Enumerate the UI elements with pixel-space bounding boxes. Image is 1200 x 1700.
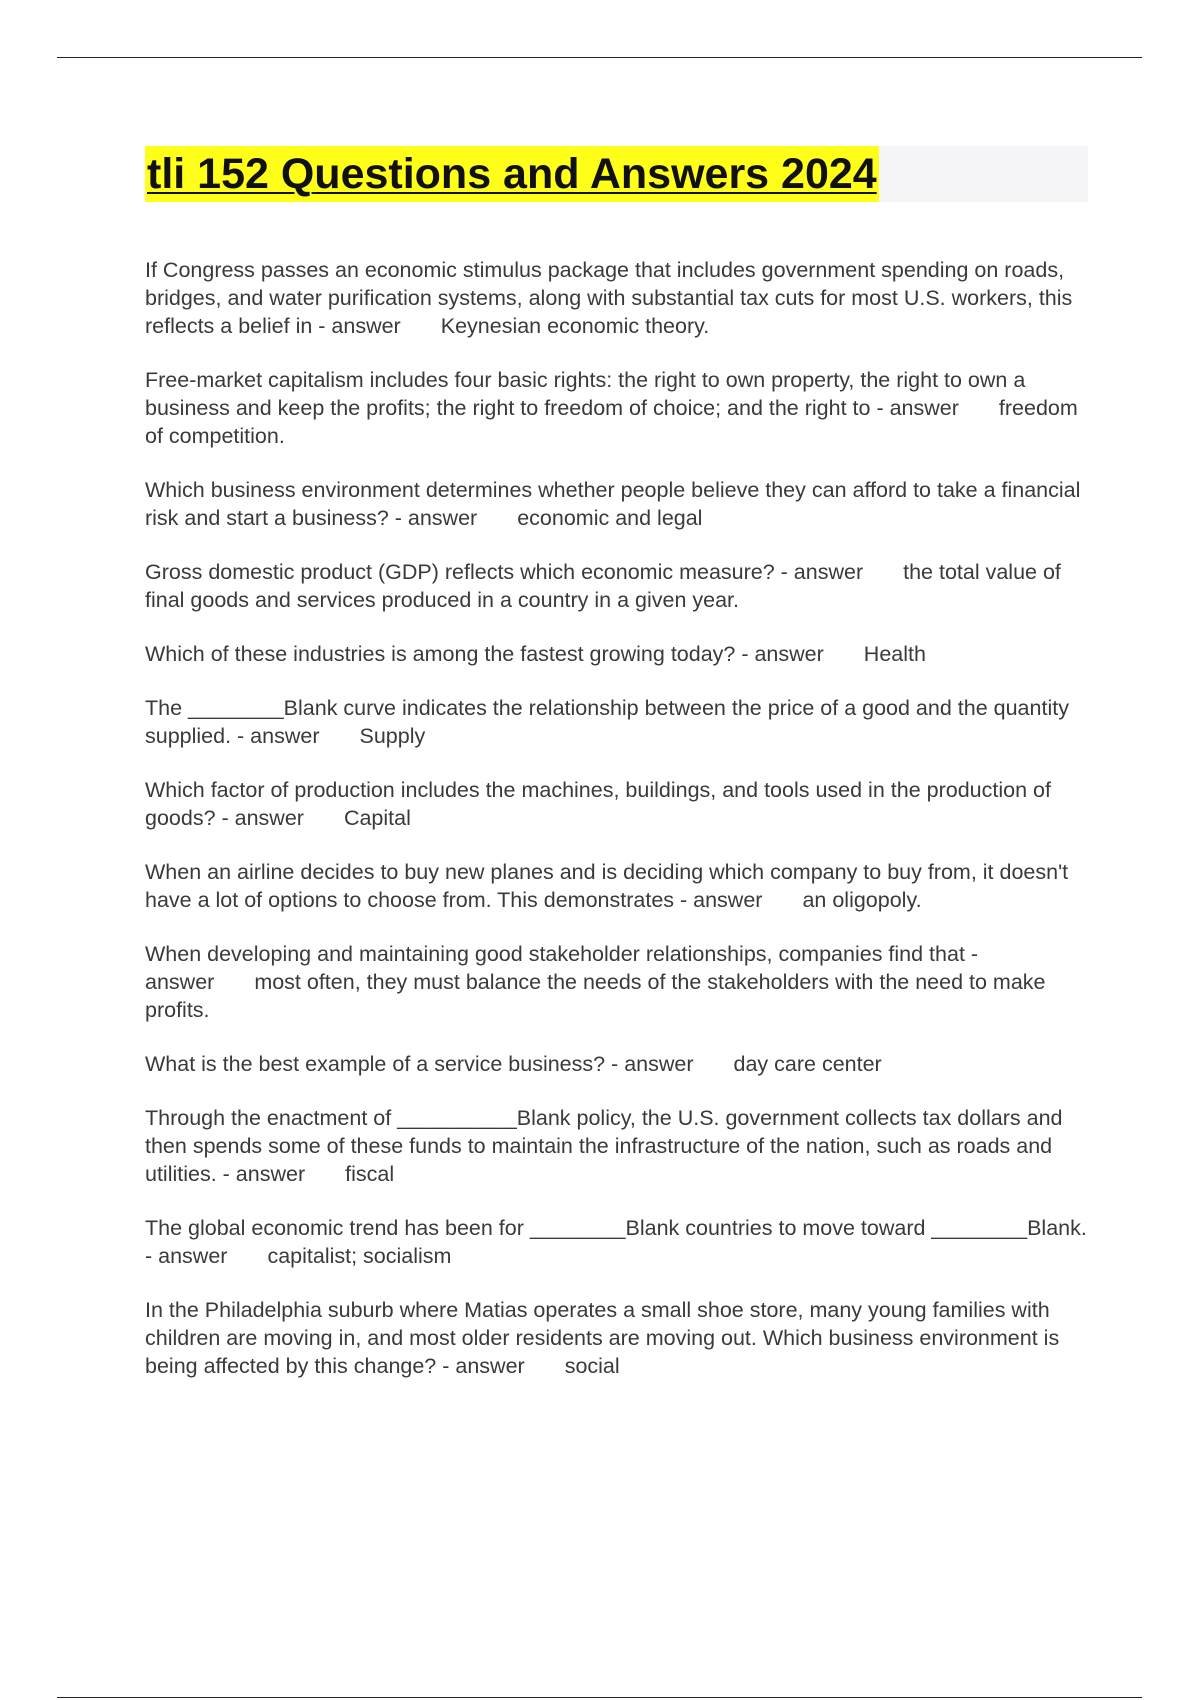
qa-item-5 bbox=[145, 640, 1090, 668]
question-text: Free-market capitalism includes four basic rights: the right to own property, the right to own a business and keep the profits; the right to freedom of choice; and the right to - answer bbox=[145, 368, 1026, 420]
question-text: The global economic trend has been for ________Blank countries to move toward ________Blank. - answer bbox=[145, 1216, 1087, 1268]
document-title: tli 152 Questions and Answers 2024 bbox=[145, 146, 879, 202]
qa-item-13 bbox=[145, 1296, 1090, 1380]
question-text: What is the best example of a service business? - answer bbox=[145, 1052, 694, 1076]
answer-text: the total value of final goods and services produced in a country in a given year. bbox=[145, 560, 1061, 612]
question-text: In the Philadelphia suburb where Matias operates a small shoe store, many young families with children are moving in, and most older residents are moving out. Which business environment is being affected by this change? - answer bbox=[145, 1298, 1060, 1378]
top-rule bbox=[57, 57, 1142, 58]
answer-text: an oligopoly. bbox=[802, 888, 922, 912]
answer-text: Keynesian economic theory. bbox=[440, 314, 710, 338]
question-text: Which business environment determines whether people believe they can afford to take a financial risk and start a business? - answer bbox=[145, 478, 1081, 530]
question-text: The ________Blank curve indicates the relationship between the price of a good and the quantity supplied. - answer bbox=[145, 696, 1069, 748]
qa-item-8 bbox=[145, 858, 1090, 914]
qa-item-10 bbox=[145, 1050, 1090, 1078]
answer-text: fiscal bbox=[345, 1162, 395, 1186]
qa-item-2 bbox=[145, 366, 1090, 450]
question-text: Which factor of production includes the machines, buildings, and tools used in the production of goods? - answer bbox=[145, 778, 1051, 830]
answer-text: Health bbox=[863, 642, 926, 666]
qa-item-4 bbox=[145, 558, 1090, 614]
question-text: When developing and maintaining good stakeholder relationships, companies find that - answer bbox=[145, 942, 979, 994]
question-text: Gross domestic product (GDP) reflects which economic measure? - answer bbox=[145, 560, 864, 584]
answer-text: most often, they must balance the needs of the stakeholders with the need to make profits. bbox=[145, 970, 1046, 1022]
answer-text: economic and legal bbox=[517, 506, 703, 530]
qa-list bbox=[145, 256, 1090, 1406]
answer-text: day care center bbox=[733, 1052, 882, 1076]
question-text: Through the enactment of __________Blank policy, the U.S. government collects tax dollars and then spends some of these funds to maintain the infrastructure of the nation, such as roads and utilities. - answer bbox=[145, 1106, 1063, 1186]
answer-text: social bbox=[564, 1354, 620, 1378]
qa-item-7 bbox=[145, 776, 1090, 832]
answer-text: freedom of competition. bbox=[145, 396, 1078, 448]
question-text: When an airline decides to buy new planes and is deciding which company to buy from, it doesn't have a lot of options to choose from. This demonstrates - answer bbox=[145, 860, 1069, 912]
qa-item-1 bbox=[145, 256, 1090, 340]
qa-item-6 bbox=[145, 694, 1090, 750]
qa-item-12 bbox=[145, 1214, 1090, 1270]
answer-text: Supply bbox=[359, 724, 426, 748]
question-text: Which of these industries is among the fastest growing today? - answer bbox=[145, 642, 824, 666]
title-band bbox=[145, 146, 1088, 202]
question-text: If Congress passes an economic stimulus package that includes government spending on roads, bridges, and water purification systems, along with substantial tax cuts for most U.S. workers, this reflects a belief in - answer bbox=[145, 258, 1073, 338]
qa-item-11 bbox=[145, 1104, 1090, 1188]
qa-item-3 bbox=[145, 476, 1090, 532]
answer-text: capitalist; socialism bbox=[267, 1244, 452, 1268]
answer-text: Capital bbox=[343, 806, 411, 830]
bottom-rule bbox=[57, 1697, 1142, 1698]
qa-item-9 bbox=[145, 940, 1090, 1024]
